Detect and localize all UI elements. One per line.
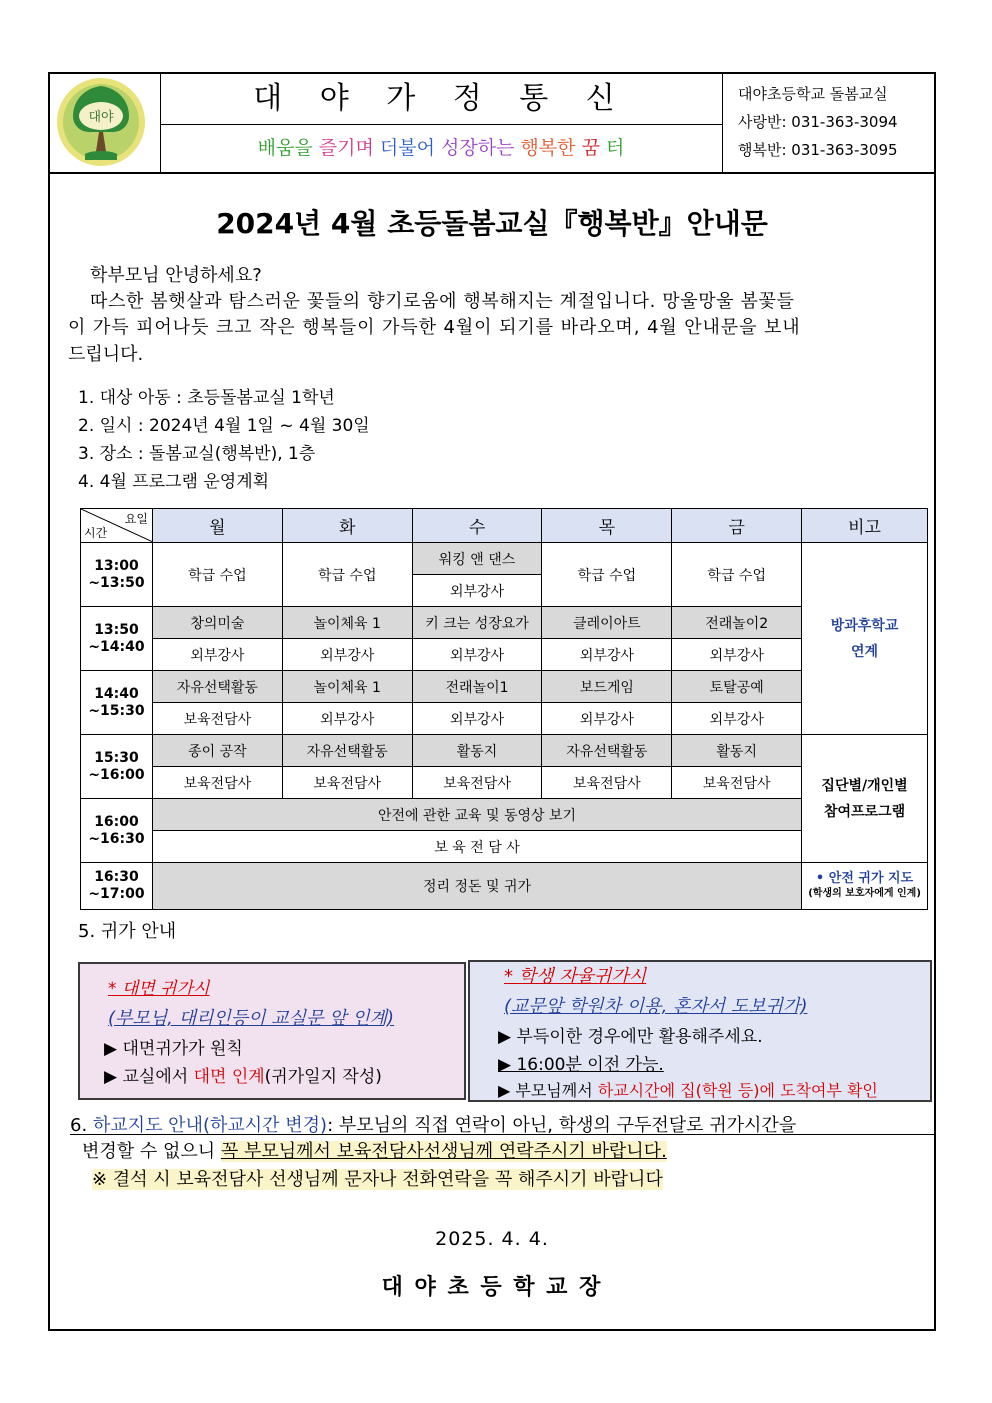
corner-day-label: 요일 [124, 512, 148, 526]
day-mon: 월 [152, 509, 282, 543]
face-bullet-2-pre: ▶ 교실에서 [104, 1067, 194, 1087]
table-row [81, 767, 928, 799]
cell-thu-3-teacher: 외부강사 [542, 703, 672, 735]
face-bullet-1: ▶ 대면귀가가 원칙 [104, 1039, 243, 1059]
self-return-box [468, 960, 932, 1102]
cell-thu-4-title: 자유선택활동 [542, 735, 672, 767]
contact-cell [722, 74, 934, 172]
cell-tue-4-teacher: 보육전담사 [282, 767, 412, 799]
cell-tue-1: 학급 수업 [282, 543, 412, 607]
slogan-word: 배움을 [257, 137, 319, 159]
self-bullet-3-pre: ▶ 부모님께서 [498, 1081, 598, 1100]
self-sub: (교문앞 학원차 이용, 혼자서 도보귀가) [504, 996, 808, 1017]
cell-tue-2-title: 놀이체육 1 [282, 607, 412, 639]
section-6-line-2-pre: 변경할 수 없으니 [82, 1141, 221, 1162]
contact-school: 대야초등학교 돌봄교실 [738, 85, 888, 103]
cell-thu-2-title: 클레이아트 [542, 607, 672, 639]
document-title: 2024년 4월 초등돌봄교실『행복반』안내문 [216, 207, 768, 240]
day-tue: 화 [282, 509, 412, 543]
issue-date: 2025. 4. 4. [435, 1228, 549, 1250]
section-5-heading: 5. 귀가 안내 [78, 921, 177, 942]
note-afterschool: 방과후학교 연계 [802, 543, 928, 735]
note-group-program: 집단별/개인별 참여프로그램 [802, 735, 928, 863]
section-6-line-3 [92, 1166, 942, 1194]
item-date: 2. 일시 : 2024년 4월 1일 ~ 4월 30일 [78, 416, 370, 436]
time-1600: 16:00 ~16:30 [81, 799, 153, 863]
slogan-word: 성장하는 [440, 137, 521, 159]
section-6-line-2 [82, 1138, 932, 1166]
time-1630: 16:30 ~17:00 [81, 863, 153, 910]
cell-safety-education: 안전에 관한 교육 및 동영상 보기 [152, 799, 801, 831]
table-row [81, 607, 928, 639]
table-row [81, 639, 928, 671]
logo-text: 대야 [88, 110, 114, 125]
face-bullet-2-red: 대면 인계 [193, 1067, 265, 1087]
section-6-num: 6. [70, 1115, 93, 1136]
section-6-line-1 [70, 1112, 930, 1140]
cell-thu-4-teacher: 보육전담사 [542, 767, 672, 799]
cell-mon-3-title: 자유선택활동 [152, 671, 282, 703]
intro-line-1: 따스한 봄햇살과 탐스러운 꽃들의 향기로움에 행복해지는 계절입니다. 망울망울 봄꽃들 [90, 291, 795, 312]
day-wed: 수 [412, 509, 542, 543]
time-1350: 13:50 ~14:40 [81, 607, 153, 671]
day-thu: 목 [542, 509, 672, 543]
table-row [81, 735, 928, 767]
face-title: * 대면 귀가시 [108, 979, 210, 999]
absence-notice: ※ 결석 시 보육전담사 선생님께 문자나 전화연락을 꼭 해주시기 바랍니다 [92, 1169, 663, 1190]
face-sub: (부모님, 대리인등이 교실문 앞 인계) [108, 1008, 395, 1029]
newsletter-title: 대 야 가 정 통 신 [160, 74, 722, 125]
cell-wed-4-title: 활동지 [412, 735, 542, 767]
slogan-word: 더불어 [379, 137, 441, 159]
cell-fri-2-title: 전래놀이2 [672, 607, 802, 639]
greeting: 학부모님 안녕하세요? [90, 265, 262, 286]
intro-line-3: 드립니다. [68, 344, 144, 365]
cell-tue-3-title: 놀이체육 1 [282, 671, 412, 703]
face-to-face-box [78, 962, 466, 1100]
contact-sarang: 사랑반: 031-363-3094 [738, 113, 898, 131]
section-6-head: 하교지도 안내(하교시간 변경) [92, 1115, 328, 1136]
table-row [81, 863, 928, 910]
slogan [160, 126, 722, 172]
schedule-table [80, 508, 928, 910]
cell-cleanup-home: 정리 정돈 및 귀가 [152, 863, 801, 910]
cell-fri-1: 학급 수업 [672, 543, 802, 607]
section-6-divider [70, 1134, 936, 1135]
day-fri: 금 [672, 509, 802, 543]
face-bullet-2 [104, 1066, 382, 1088]
note-header: 비고 [802, 509, 928, 543]
cell-fri-3-title: 토탈공예 [672, 671, 802, 703]
principal-signature: 대 야 초 등 학 교 장 [381, 1275, 603, 1300]
cell-tue-3-teacher: 외부강사 [282, 703, 412, 735]
table-row [81, 543, 928, 575]
cell-thu-3-title: 보드게임 [542, 671, 672, 703]
face-bullet-2-post: (귀가일지 작성) [264, 1067, 382, 1087]
cell-fri-4-title: 활동지 [672, 735, 802, 767]
self-title: * 학생 자율귀가시 [504, 966, 647, 987]
cell-wed-3-teacher: 외부강사 [412, 703, 542, 735]
corner-time-label: 시간 [84, 526, 108, 540]
cell-wed-3-title: 전래놀이1 [412, 671, 542, 703]
corner-cell [81, 509, 153, 543]
time-1300: 13:00 ~13:50 [81, 543, 153, 607]
cell-mon-2-title: 창의미술 [152, 607, 282, 639]
cell-fri-2-teacher: 외부강사 [672, 639, 802, 671]
cell-mon-4-teacher: 보육전담사 [152, 767, 282, 799]
cell-mon-1: 학급 수업 [152, 543, 282, 607]
cell-fri-4-teacher: 보육전담사 [672, 767, 802, 799]
cell-wed-1-title: 워킹 앤 댄스 [412, 543, 542, 575]
cell-mon-3-teacher: 보육전담사 [152, 703, 282, 735]
slogan-word: 즐기며 [318, 137, 380, 159]
table-row [81, 671, 928, 703]
self-bullet-2: ▶ 16:00분 이전 가능. [498, 1055, 664, 1075]
time-1530: 15:30 ~16:00 [81, 735, 153, 799]
cell-tue-4-title: 자유선택활동 [282, 735, 412, 767]
table-row [81, 703, 928, 735]
cell-wed-4-teacher: 보육전담사 [412, 767, 542, 799]
logo-cell [50, 74, 161, 172]
slogan-word: 터 [605, 137, 625, 159]
contact-haengbok: 행복반: 031-363-3095 [738, 141, 898, 159]
table-row [81, 799, 928, 831]
item-target: 1. 대상 아동 : 초등돌봄교실 1학년 [78, 388, 335, 408]
cell-fri-3-teacher: 외부강사 [672, 703, 802, 735]
cell-safety-teacher: 보 육 전 담 사 [152, 831, 801, 863]
note-safe-return [802, 863, 928, 910]
table-header-row [81, 509, 928, 543]
section-6-line-2-highlight: 꼭 부모님께서 보육전담사선생님께 연락주시기 바랍니다. [220, 1141, 667, 1162]
time-1440: 14:40 ~15:30 [81, 671, 153, 735]
school-logo [55, 76, 147, 168]
self-bullet-1: ▶ 부득이한 경우에만 활용해주세요. [498, 1027, 763, 1047]
table-row [81, 831, 928, 863]
item-place: 3. 장소 : 돌봄교실(행복반), 1층 [78, 444, 316, 464]
section-6-rest: : 부모님의 직접 연락이 아닌, 학생의 구두전달로 귀가시간을 [327, 1115, 797, 1136]
cell-thu-2-teacher: 외부강사 [542, 639, 672, 671]
item-program: 4. 4월 프로그램 운영계획 [78, 472, 270, 492]
slogan-word: 꿈 [581, 137, 606, 159]
document-frame [48, 72, 936, 1331]
self-bullet-3-red: 하교시간에 집(학원 등)에 도착여부 확인 [597, 1081, 878, 1100]
cell-wed-1-teacher: 외부강사 [412, 575, 542, 607]
note-safe-return-sub: (학생의 보호자에게 인계) [808, 888, 921, 899]
cell-tue-2-teacher: 외부강사 [282, 639, 412, 671]
cell-wed-2-title: 키 크는 성장요가 [412, 607, 542, 639]
cell-mon-4-title: 종이 공작 [152, 735, 282, 767]
intro-line-2: 이 가득 피어나듯 크고 작은 행복들이 가득한 4월이 되기를 바라오며, 4월 안내문을 보내 [68, 317, 801, 338]
self-bullet-3 [498, 1080, 878, 1102]
slogan-word: 행복한 [520, 137, 582, 159]
cell-wed-2-teacher: 외부강사 [412, 639, 542, 671]
newsletter-header [50, 74, 934, 174]
title-cell [160, 74, 723, 172]
cell-thu-1: 학급 수업 [542, 543, 672, 607]
note-safe-return-title: • 안전 귀가 지도 [815, 871, 914, 886]
cell-mon-2-teacher: 외부강사 [152, 639, 282, 671]
